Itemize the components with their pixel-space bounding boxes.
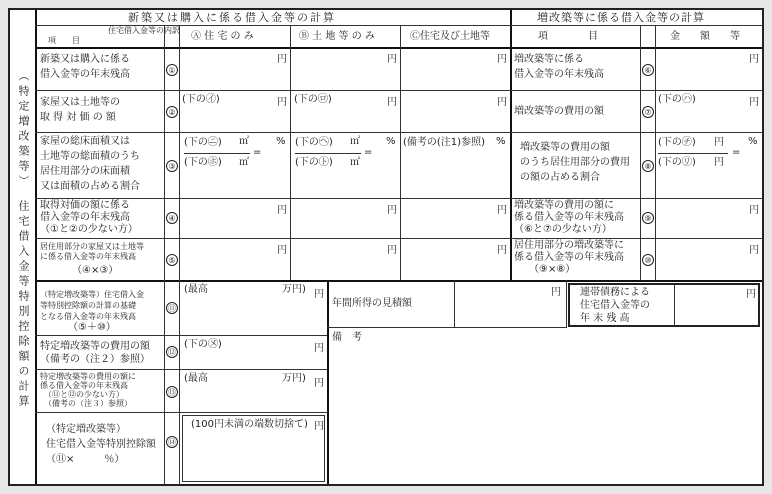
row3-b-bottom-unit: ㎡ — [350, 157, 360, 168]
header-left: 新築又は購入に係る借入金等の計算 — [128, 11, 336, 24]
income-yen: 円 — [551, 287, 561, 298]
row5-right-num: ⑩ — [642, 254, 654, 266]
row1-num: ① — [166, 64, 178, 76]
header-col-c: Ⓒ住宅及び土地等 — [410, 31, 490, 42]
loan-calculation-form — [8, 8, 764, 486]
row3-a-eq: = — [253, 147, 262, 158]
row14-val: (100円未満の端数切捨て) — [191, 419, 308, 430]
row14-label: （特定増改築等） 住宅借入金等特別控除額 （⑪× ％） — [46, 424, 156, 465]
row4-c-yen: 円 — [497, 205, 507, 216]
row11-val: (最高 — [184, 284, 208, 295]
row3-right-num: ⑧ — [642, 160, 654, 172]
row14-num: ⑭ — [168, 438, 176, 447]
row5-a-yen: 円 — [277, 245, 287, 256]
row2-b: (下の㋺) — [294, 94, 332, 105]
row5-formula: （④×③） — [72, 265, 119, 276]
row1-label: 新築又は購入に係る 借入金等の年末残高 — [40, 54, 130, 80]
row11-unit: 万円) — [282, 284, 306, 295]
row4-right-yen: 円 — [749, 205, 759, 216]
header-col-b: Ⓑ 土 地 等 の み — [299, 31, 375, 42]
row12-yen: 円 — [314, 343, 324, 354]
row13-yen: 円 — [314, 378, 324, 389]
row3-b-top-unit: ㎡ — [350, 136, 360, 147]
row13-num: ⑬ — [168, 388, 176, 397]
row11-formula: （⑤＋⑩） — [68, 322, 116, 333]
row2-a-yen: 円 — [277, 97, 287, 108]
row13-val: (最高 — [184, 373, 208, 384]
row13-unit: 万円) — [282, 373, 306, 384]
row14-box — [182, 415, 325, 482]
row2-right-num: ⑦ — [642, 106, 654, 118]
row12-label: 特定増改築等の費用の額 （備考の（注２）参照） — [40, 341, 150, 365]
row1-a-yen: 円 — [277, 54, 287, 65]
row2-right-yen: 円 — [749, 97, 759, 108]
row3-b-bottom: (下の㋣) — [295, 157, 333, 168]
row3-right-bottom: (下の㋷) — [658, 157, 696, 168]
row4-a-yen: 円 — [277, 205, 287, 216]
row14-yen: 円 — [314, 421, 324, 432]
row3-right-top-unit: 円 — [714, 137, 724, 148]
row2-a: (下の㋑) — [182, 94, 220, 105]
row3-a-top-unit: ㎡ — [239, 136, 249, 147]
remarks-label: 備 考 — [332, 332, 362, 343]
row3-right-top: (下の㋠) — [658, 137, 696, 148]
side-title-part1: （特定増改築等） — [17, 70, 30, 190]
row5-right-yen: 円 — [749, 245, 759, 256]
row1-right-num: ⑥ — [642, 64, 654, 76]
row5-label: 居住用部分の家屋又は土地等 に係る借入金等の年末残高 — [40, 242, 144, 261]
row3-a-pct: % — [276, 136, 286, 147]
header-right: 増改築等に係る借入金等の計算 — [537, 11, 705, 24]
header-col-a: Ⓐ 住 宅 の み — [191, 31, 254, 42]
row1-c-yen: 円 — [497, 54, 507, 65]
row2-right-label: 増改築等の費用の額 — [514, 106, 604, 117]
header-usage: 住宅借入金等の内訳 — [108, 26, 180, 35]
row5-b-yen: 円 — [387, 245, 397, 256]
header-item: 項 目 — [48, 36, 80, 45]
row5-num: ⑤ — [166, 254, 178, 266]
header-right-item: 項 目 — [538, 31, 598, 42]
row2-label: 家屋又は土地等の 取 得 対 価 の 額 — [40, 97, 120, 123]
row2-num: ② — [166, 106, 178, 118]
row3-c: (備考の(注1)参照) — [403, 137, 485, 148]
joint-line-3: 年 末 残 高 — [580, 313, 630, 324]
row3-right-label: 増改築等の費用の額 のうち居住用部分の費用 の額の占める割合 — [520, 142, 630, 183]
row12-val: (下の㋦) — [184, 339, 222, 350]
row3-num: ③ — [166, 160, 178, 172]
joint-yen: 円 — [746, 289, 756, 300]
row4-right-num: ⑨ — [642, 212, 654, 224]
row4-b-yen: 円 — [387, 205, 397, 216]
row3-a-bottom: (下の㋭) — [184, 157, 222, 168]
row3-a-bottom-unit: ㎡ — [239, 157, 249, 168]
row1-right-label: 増改築等に係る 借入金等の年末残高 — [514, 54, 604, 80]
row2-right-val: (下の㋩) — [658, 94, 696, 105]
row3-right-eq: = — [732, 147, 741, 158]
row3-a-top: (下の㋥) — [184, 137, 222, 148]
row2-b-yen: 円 — [387, 97, 397, 108]
row1-right-yen: 円 — [749, 54, 759, 65]
side-title — [10, 10, 36, 484]
row4-num: ④ — [166, 212, 178, 224]
row3-b-eq: = — [364, 147, 373, 158]
side-title-part2: 住宅借入金等特別控除額の計算 — [17, 200, 30, 410]
row3-b-pct: % — [386, 136, 396, 147]
joint-line-2: 住宅借入金等の — [580, 300, 650, 311]
row2-c-yen: 円 — [497, 97, 507, 108]
row3-label: 家屋の総床面積又は 土地等の総面積のうち 居住用部分の床面積 又は面積の占める割合 — [40, 136, 140, 192]
row3-right-pct: % — [748, 136, 758, 147]
joint-debt-box — [568, 283, 760, 327]
joint-line-1: 連帯債務による — [580, 287, 650, 298]
row11-label: （特定増改築等）住宅借入金 等特別控除額の計算の基礎 となる借入金等の年末残高 — [40, 290, 144, 321]
row4-label: 取得対価の額に係る 借入金等の年末残高 （①と②の少ない方） — [40, 200, 138, 235]
row1-b-yen: 円 — [387, 54, 397, 65]
row11-yen: 円 — [314, 289, 324, 300]
row11-num: ⑪ — [168, 304, 176, 313]
row4-right-label: 増改築等の費用の額に 係る借入金等の年末残高 （⑥と⑦の少ない方） — [514, 200, 624, 235]
header-right-amount: 金 額 等 — [670, 31, 740, 42]
row13-label: 特定増改築等の費用の額に 係る借入金等の年末残高 （⑪と⑫の少ない方） （備考の（注３）参照） — [40, 372, 136, 408]
row3-b-top: (下の㋬) — [295, 137, 333, 148]
row3-right-bottom-unit: 円 — [714, 157, 724, 168]
row5-right-label: 居住用部分の増改築等に 係る借入金等の年末残高 （⑨×⑧） — [514, 240, 624, 275]
row5-c-yen: 円 — [497, 245, 507, 256]
income-label: 年間所得の見積額 — [332, 298, 412, 309]
row12-num: ⑫ — [168, 348, 176, 357]
row3-c-pct: % — [496, 136, 506, 147]
